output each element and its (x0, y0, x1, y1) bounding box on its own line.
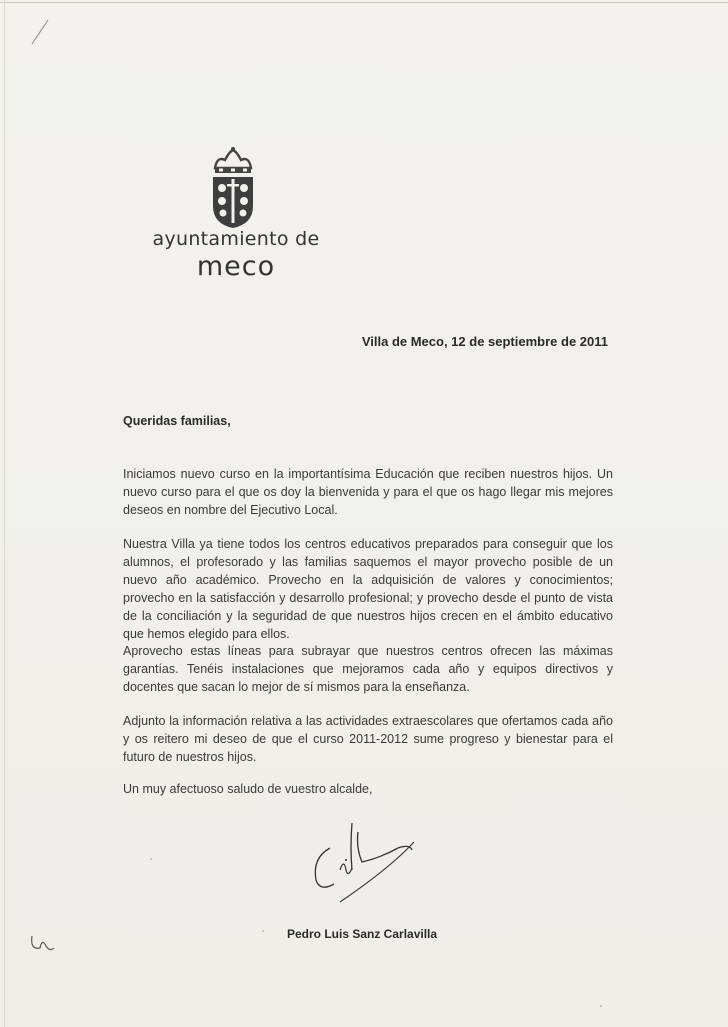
pencil-stroke-icon (28, 18, 50, 48)
scan-speck (600, 1005, 602, 1007)
scan-speck (150, 858, 152, 860)
scan-edge-top (0, 2, 728, 3)
handwritten-signature-icon (300, 818, 430, 908)
coat-of-arms-icon (205, 146, 261, 230)
signer-name: Pedro Luis Sanz Carlavilla (287, 927, 438, 941)
letter-greeting: Queridas familias, (123, 414, 231, 428)
letter-paragraph: Aprovecho estas líneas para subrayar que nuestros centros ofrecen las máximas garantías. Tenéis instalaciones que mejoramos cada año y equipos directivos y docentes que sacan lo mejor de sí mismos para la enseñanza. (123, 644, 613, 694)
letter-closing: Un muy afectuoso saludo de vuestro alcalde, (123, 782, 373, 796)
letter-paragraph: Nuestra Villa ya tiene todos los centros educativos preparados para conseguir que los alumnos, el profesorado y las familias saquemos el mayor provecho posible de un nuevo año académico. Provecho en la adquisición de valores y conocimientos; provecho en la satisfacción y desarrollo profesional; y provecho desde el punto de vista de la conciliación y la seguridad de que nuestros hijos crecen en el ámbito educativo que hemos elegido para ellos. (123, 537, 613, 641)
letterhead-line1: ayuntamiento de (152, 228, 320, 250)
scan-speck (262, 930, 264, 932)
letter-date: Villa de Meco, 12 de septiembre de 2011 (361, 334, 608, 349)
letterhead-line2: meco (196, 251, 276, 282)
letter-paragraph: Adjunto la información relativa a las actividades extraescolares que ofertamos cada año y os reitero mi deseo de que el curso 2011-2012 sume progreso y bienestar para el futuro de nuestros hijos. (123, 714, 613, 764)
handwritten-mark-icon (28, 930, 68, 960)
letter-paragraph: Iniciamos nuevo curso en la importantísima Educación que reciben nuestros hijos. Un nuevo curso para el que os doy la bienvenida y para el que os hago llegar mis mejores deseos en nombre del Ejecutivo Local. (123, 467, 613, 517)
scan-edge-left (4, 0, 5, 1027)
